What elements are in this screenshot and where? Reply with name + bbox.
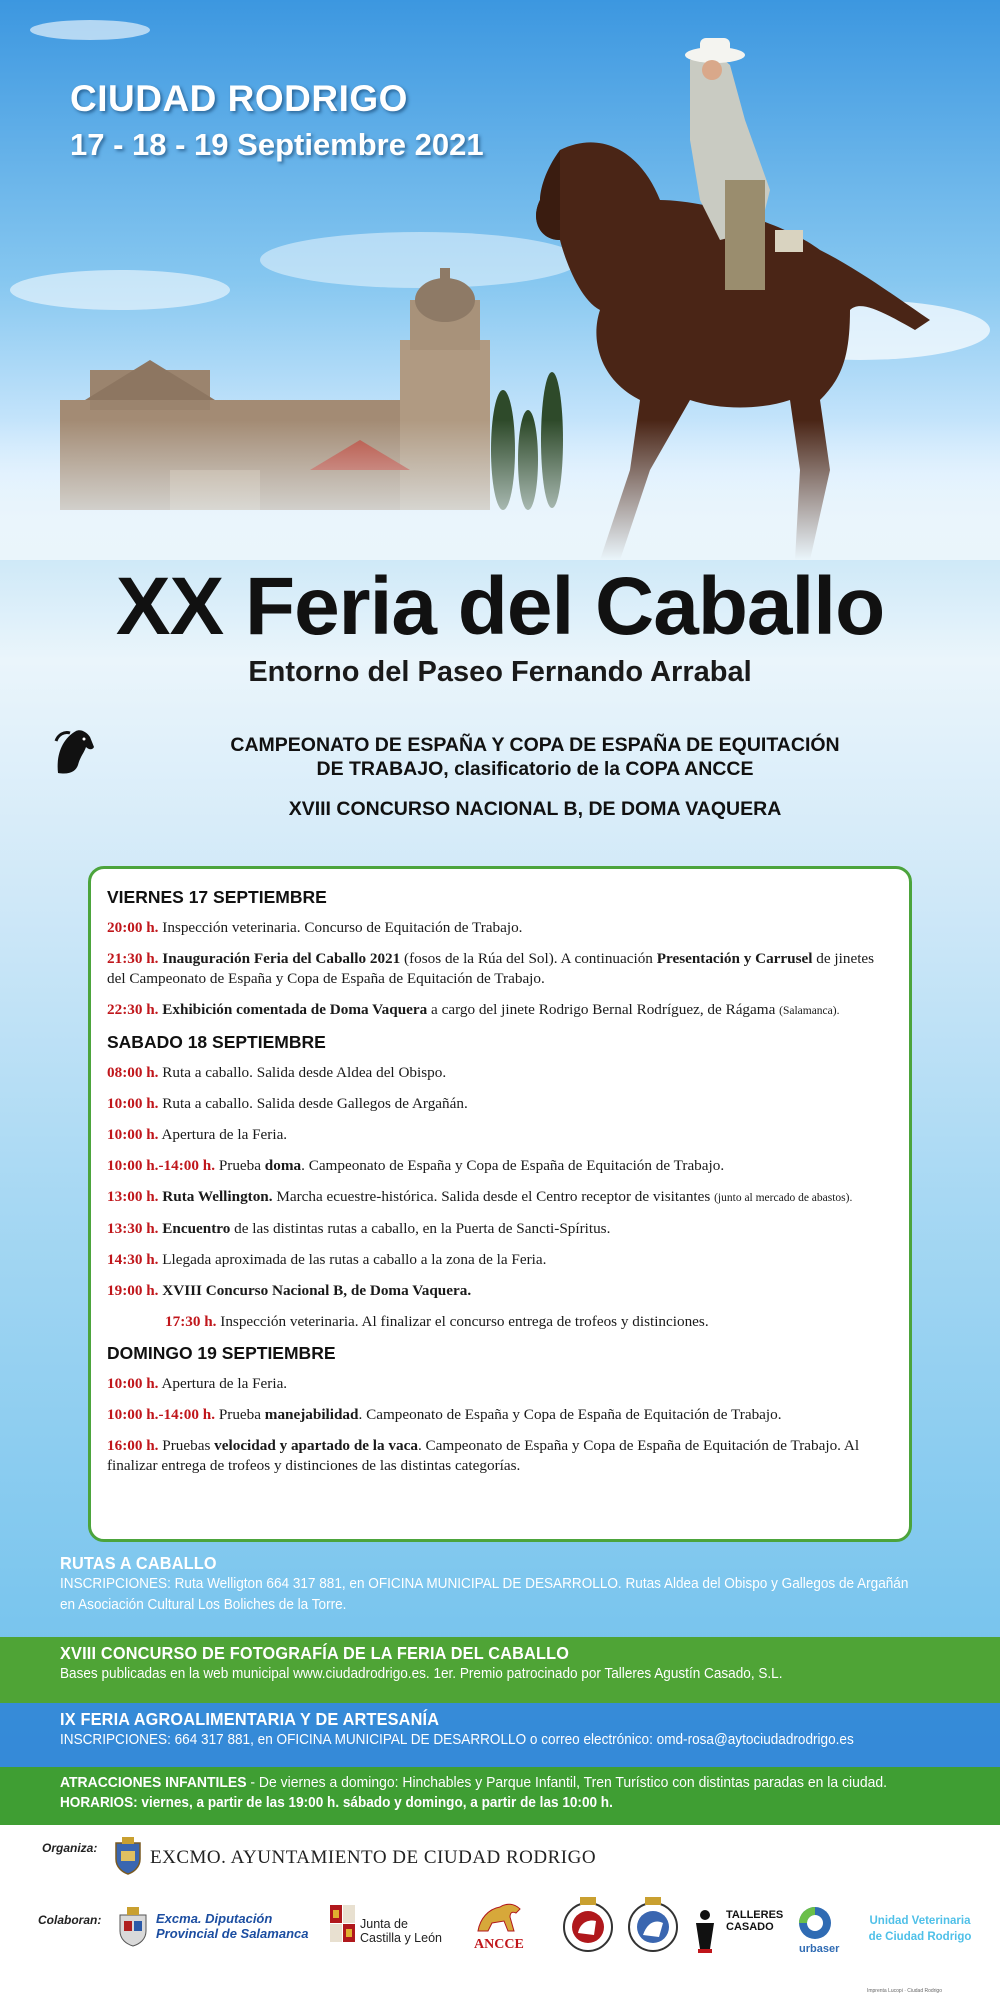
- jcyl-line-2: Castilla y León: [360, 1931, 442, 1945]
- program-item: [107, 1405, 895, 1425]
- program-item: [107, 1219, 895, 1239]
- item-time: 13:30 h.: [107, 1220, 159, 1237]
- item-highlight: doma: [264, 1157, 302, 1174]
- kids-attractions-hours: HORARIOS: viernes, a partir de las 19:00 h. sábado y domingo, a partir de las 10:00 h.: [60, 1795, 613, 1811]
- uv-line-1: Unidad Veterinaria: [869, 1915, 971, 1927]
- item-time: 21:30 h.: [107, 950, 159, 967]
- item-text: Inspección veterinaria. Concurso de Equitación de Trabajo.: [158, 919, 523, 936]
- item-time: 10:00 h.-14:00 h.: [107, 1157, 216, 1174]
- kids-attractions-section: [0, 1767, 1000, 1825]
- item-time: 10:00 h.: [107, 1126, 159, 1143]
- item-text: a cargo del jinete Rodrigo Bernal Rodríguez, de Rágama: [427, 1001, 780, 1018]
- program-item: [107, 1187, 895, 1208]
- horse-head-icon: [50, 725, 98, 777]
- program-item: [107, 1250, 895, 1270]
- item-time: 10:00 h.: [107, 1095, 159, 1112]
- rutas-title: RUTAS A CABALLO: [60, 1553, 217, 1573]
- colaboran-label: Colaboran:: [38, 1913, 102, 1927]
- item-highlight: Encuentro: [158, 1220, 231, 1237]
- photo-contest-line: Bases publicadas en la web municipal www.ciudadrodrigo.es. 1er. Premio patrocinado por Talleres Agustín Casado, S.L.: [60, 1666, 783, 1682]
- uv-line-2: de Ciudad Rodrigo: [868, 1931, 972, 1943]
- cavalry-badge-icon: [625, 1895, 681, 1955]
- urbaser-text: urbaser: [799, 1943, 840, 1955]
- program-item: [107, 1063, 895, 1083]
- item-time: 10:00 h.-14:00 h.: [107, 1406, 216, 1423]
- item-time: 16:00 h.: [107, 1437, 159, 1454]
- agro-fair-title: IX FERIA AGROALIMENTARIA Y DE ARTESANÍA: [60, 1709, 440, 1729]
- jcyl-line-1: Junta de: [360, 1917, 408, 1931]
- hero-image: [0, 0, 1000, 560]
- item-text: Marcha ecuestre-histórica. Salida desde el Centro receptor de visitantes: [272, 1188, 715, 1205]
- item-text: Ruta a caballo. Salida desde Gallegos de Argañán.: [158, 1095, 468, 1112]
- item-time: 20:00 h.: [107, 919, 159, 936]
- diputacion-line-1: Excma. Diputación: [156, 1911, 273, 1926]
- item-time: 10:00 h.: [107, 1375, 159, 1392]
- program-item: [107, 1312, 895, 1332]
- item-text: . Campeonato de España y Copa de España de Equitación de Trabajo.: [301, 1157, 725, 1174]
- day-title-sunday: DOMINGO 19 SEPTIEMBRE: [107, 1343, 336, 1363]
- championship-line-2c: COPA ANCCE: [625, 758, 754, 780]
- item-time: 08:00 h.: [107, 1064, 159, 1081]
- agro-fair-line: INSCRIPCIONES: 664 317 881, en OFICINA MUNICIPAL DE DESARROLLO o correo electrónico: omd-rosa@aytociudadrodrigo.es: [60, 1732, 854, 1748]
- item-text: Inspección veterinaria. Al finalizar el concurso entrega de trofeos y distinciones.: [216, 1313, 709, 1330]
- program-item: [107, 1156, 895, 1176]
- talleres-casado-logo: [688, 1909, 808, 1958]
- jcyl-logo: [330, 1905, 442, 1950]
- urbaser-symbol-icon: [795, 1905, 835, 1941]
- rutas-line-2: en Asociación Cultural Los Boliches de la Torre.: [60, 1597, 347, 1613]
- championship-line-1: CAMPEONATO DE ESPAÑA Y COPA DE ESPAÑA DE EQUITACIÓN: [230, 734, 840, 756]
- event-title: XX Feria del Caballo: [115, 561, 885, 652]
- program-item: [107, 1094, 895, 1114]
- event-dates: 17 - 18 - 19 Septiembre 2021: [70, 127, 484, 162]
- championship-line-2: [110, 757, 960, 782]
- imprint-text: Imprenta Lucopi · Ciudad Rodrigo: [866, 1988, 942, 1994]
- organiza-label: Organiza:: [42, 1841, 98, 1855]
- diputacion-shield-icon: [118, 1907, 148, 1947]
- city-name: CIUDAD RODRIGO: [70, 78, 408, 119]
- item-text: de las distintas rutas a caballo, en la Puerta de Sancti-Spíritus.: [230, 1220, 611, 1237]
- championship-line-2b: clasificatorio de la: [454, 759, 620, 780]
- urbaser-logo: [795, 1905, 855, 1955]
- program-item: [107, 1436, 895, 1476]
- item-text: Pruebas: [158, 1437, 215, 1454]
- program-item: [107, 949, 895, 989]
- program-item: [107, 1125, 895, 1145]
- item-highlight: manejabilidad: [264, 1406, 359, 1423]
- item-highlight: Ruta Wellington.: [158, 1188, 273, 1205]
- jcyl-shield-icon: [330, 1905, 356, 1945]
- photo-contest-title: XVIII CONCURSO DE FOTOGRAFÍA DE LA FERIA DEL CABALLO: [60, 1643, 570, 1663]
- item-time: 14:30 h.: [107, 1251, 159, 1268]
- doma-vaquera-line: XVIII CONCURSO NACIONAL B, DE DOMA VAQUERA: [288, 798, 782, 820]
- item-text: Llegada aproximada de las rutas a caballo a la zona de la Feria.: [158, 1251, 547, 1268]
- ancce-horse-icon: [470, 1897, 530, 1937]
- day-title-friday: VIERNES 17 SEPTIEMBRE: [107, 887, 327, 907]
- program-item: [107, 1000, 895, 1021]
- photo-contest-section: [0, 1637, 1000, 1703]
- ancce-logo: [470, 1897, 540, 1957]
- diputacion-line-2: Provincial de Salamanca: [156, 1926, 309, 1941]
- program-box: [88, 866, 912, 1542]
- kids-attractions-text: - De viernes a domingo: Hinchables y Parque Infantil, Tren Turístico con distintas paradas en la ciudad.: [246, 1774, 888, 1791]
- item-text: Prueba: [215, 1157, 265, 1174]
- item-highlight: XVIII Concurso Nacional B, de Doma Vaquera.: [158, 1282, 472, 1299]
- event-location: Entorno del Paseo Fernando Arrabal: [248, 656, 752, 688]
- day-title-saturday: SABADO 18 SEPTIEMBRE: [107, 1032, 326, 1052]
- item-highlight: Exhibición comentada de Doma Vaquera: [158, 1001, 428, 1018]
- talleres-line-2: CASADO: [726, 1921, 774, 1933]
- organizer-name: EXCMO. AYUNTAMIENTO DE CIUDAD RODRIGO: [150, 1847, 597, 1868]
- item-time: 13:00 h.: [107, 1188, 159, 1205]
- city-shield-icon: [114, 1837, 142, 1875]
- program-item: [107, 1281, 895, 1301]
- program-item: [107, 1374, 895, 1394]
- unidad-veterinaria-logo: [855, 1913, 985, 1945]
- item-note: (Salamanca).: [779, 1005, 840, 1017]
- kids-attractions-line-1: [60, 1772, 934, 1793]
- rutas-line-1: INSCRIPCIONES: Ruta Welligton 664 317 881, en OFICINA MUNICIPAL DE DESARROLLO. Rutas Aldea del Obispo y Gallegos de Argañán: [60, 1576, 909, 1592]
- item-highlight: Inauguración Feria del Caballo 2021: [158, 950, 401, 967]
- item-highlight: Presentación y Carrusel: [656, 950, 813, 967]
- item-text: Prueba: [215, 1406, 265, 1423]
- item-text: Ruta a caballo. Salida desde Aldea del Obispo.: [158, 1064, 447, 1081]
- talleres-line-1: TALLERES: [726, 1909, 784, 1921]
- agro-fair-section: [0, 1703, 1000, 1767]
- program-item: [107, 918, 895, 938]
- item-text: Apertura de la Feria.: [158, 1126, 288, 1143]
- item-note: (junto al mercado de abastos).: [714, 1192, 853, 1204]
- item-time: 17:30 h.: [165, 1313, 217, 1330]
- sponsors-footer: [0, 1825, 1000, 2000]
- equestrian-club-badge-icon: [560, 1895, 616, 1955]
- item-text: de jinetes del Campeonato de España y Copa de España de Equitación de Trabajo.: [107, 950, 875, 987]
- championship-line-2a: DE TRABAJO,: [316, 758, 449, 780]
- item-text: (fosos de la Rúa del Sol). A continuación: [400, 950, 657, 967]
- item-text: Apertura de la Feria.: [158, 1375, 288, 1392]
- item-time: 19:00 h.: [107, 1282, 159, 1299]
- item-time: 22:30 h.: [107, 1001, 159, 1018]
- item-text: . Campeonato de España y Copa de España de Equitación de Trabajo.: [358, 1406, 782, 1423]
- kids-attractions-title: ATRACCIONES INFANTILES: [60, 1774, 247, 1791]
- ancce-text: ANCCE: [474, 1937, 524, 1952]
- item-highlight: velocidad y apartado de la vaca: [214, 1437, 418, 1454]
- talleres-figure-icon: [688, 1909, 722, 1953]
- item-text: . Campeonato de España y Copa de España de Equitación de Trabajo. Al finalizar entrega de trofeos y distinciones de las distintas categorías.: [107, 1437, 860, 1474]
